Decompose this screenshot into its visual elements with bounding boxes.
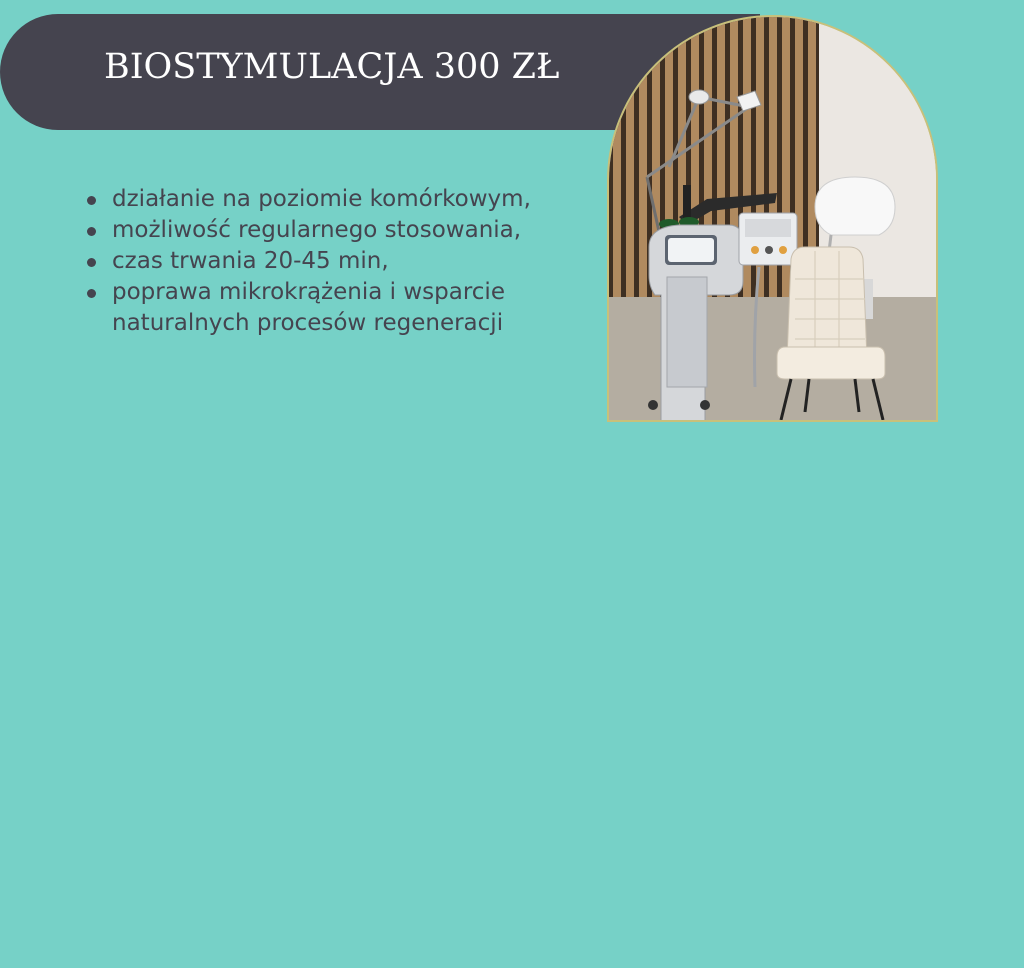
equipment-photo xyxy=(607,15,938,422)
benefit-text: możliwość regularnego stosowania, xyxy=(112,217,522,243)
bullet-icon xyxy=(87,196,96,205)
page-title: BIOSTYMULACJA 300 ZŁ xyxy=(104,47,560,87)
list-item xyxy=(86,215,592,246)
list-item xyxy=(86,184,592,215)
bullet-icon xyxy=(87,227,96,236)
bullet-icon xyxy=(87,258,96,267)
list-item xyxy=(86,277,592,339)
benefit-text: poprawa mikrokrążenia i wsparcie naturalnych procesów regeneracji xyxy=(112,279,505,336)
equipment-illustration xyxy=(609,17,936,420)
benefit-text: działanie na poziomie komórkowym, xyxy=(112,186,531,212)
benefit-text: czas trwania 20-45 min, xyxy=(112,248,389,274)
list-item xyxy=(86,246,592,277)
benefit-list xyxy=(86,184,592,339)
bullet-icon xyxy=(87,289,96,298)
